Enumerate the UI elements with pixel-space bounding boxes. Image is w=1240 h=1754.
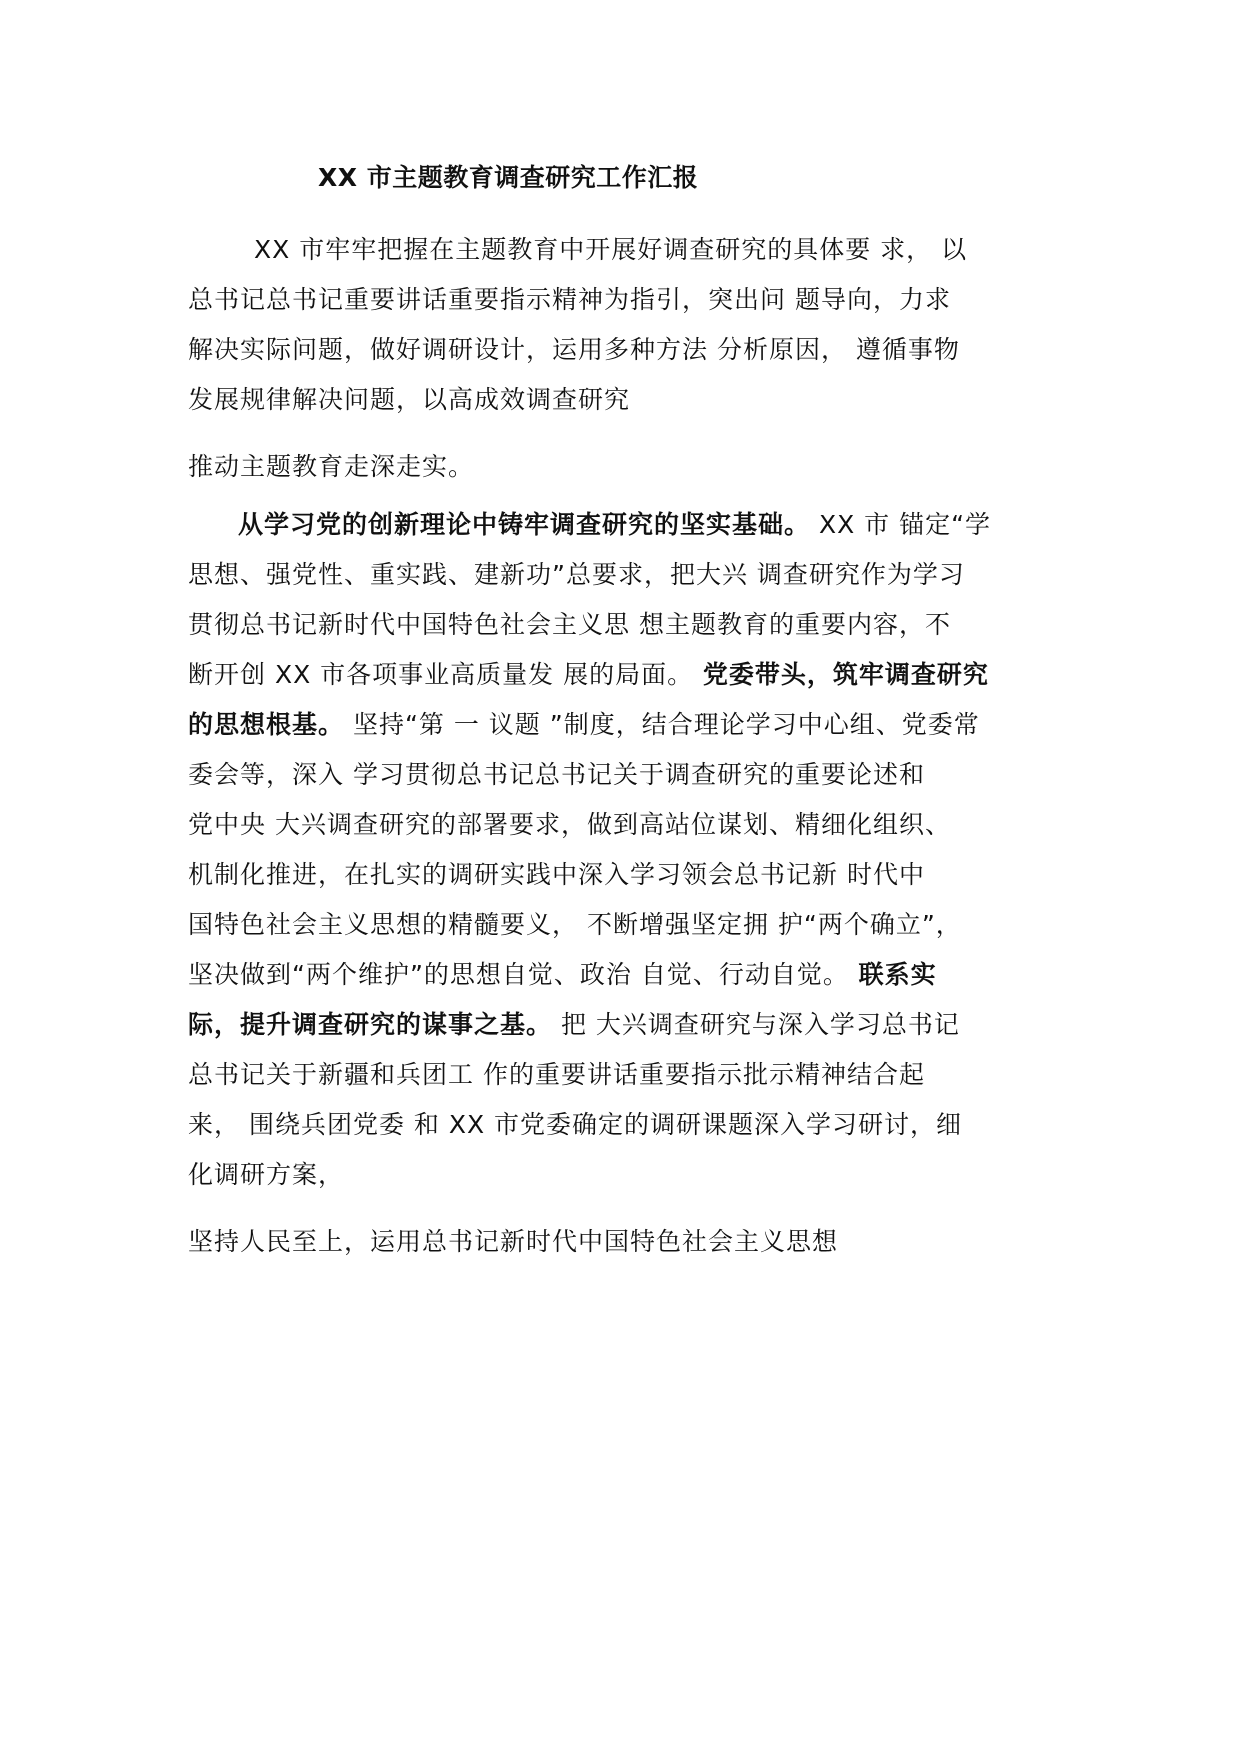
para1-line xyxy=(188,330,960,366)
body-text: XX 市牢牢把握在主题教育中开展好调查研究的具体要 求， 以 xyxy=(254,235,968,264)
para3-line xyxy=(188,1155,344,1191)
body-text: 坚持“第 一 议题 ”制度，结合理论学习中心组、党委常 xyxy=(344,710,980,739)
body-text: 机制化推进，在扎实的调研实践中深入学习领会总书记新 时代中 xyxy=(188,860,925,889)
body-text: 总书记关于新疆和兵团工 作的重要讲话重要指示批示精神结合起 xyxy=(188,1060,925,1089)
para3-line xyxy=(188,605,951,641)
para3-line xyxy=(188,1005,960,1041)
bold-heading-text: 际，提升调查研究的谋事之基。 xyxy=(188,1010,553,1039)
body-text: 发展规律解决问题，以高成效调查研究 xyxy=(188,385,631,414)
para4-line xyxy=(188,1222,838,1258)
para1-line xyxy=(188,380,630,416)
body-text: 坚持人民至上，运用总书记新时代中国特色社会主义思想 xyxy=(188,1227,839,1256)
bold-heading-text: 联系实 xyxy=(848,960,937,989)
body-text: 把 大兴调查研究与深入学习总书记 xyxy=(552,1010,960,1039)
body-text: 断开创 XX 市各项事业高质量发 展的局面。 xyxy=(188,660,694,689)
para3-line xyxy=(188,705,980,741)
para3-line xyxy=(188,905,962,941)
body-text: 来， 围绕兵团党委 和 XX 市党委确定的调研课题深入学习研讨，细 xyxy=(188,1110,963,1139)
body-text: 坚决做到“两个维护”的思想自觉、政治 自觉、行动自觉。 xyxy=(188,960,849,989)
para3-line xyxy=(188,955,937,991)
para2-line xyxy=(188,447,474,483)
para1-line xyxy=(254,230,967,266)
body-text: 委会等，深入 学习贯彻总书记总书记关于调查研究的重要论述和 xyxy=(188,760,925,789)
para3-line xyxy=(188,1105,962,1141)
para3-line xyxy=(238,505,991,541)
para3-line xyxy=(188,655,989,691)
para3-line xyxy=(188,1055,925,1091)
body-text: 贯彻总书记新时代中国特色社会主义思 想主题教育的重要内容，不 xyxy=(188,610,951,639)
body-text: 推动主题教育走深走实。 xyxy=(188,452,475,481)
bold-heading-text: 的思想根基。 xyxy=(188,710,345,739)
body-text: 国特色社会主义思想的精髓要义， 不断增强坚定拥 护“两个确立”， xyxy=(188,910,962,939)
bold-heading-text: 从学习党的创新理论中铸牢调查研究的坚实基础。 xyxy=(238,510,811,539)
para3-line xyxy=(188,555,965,591)
para3-line xyxy=(188,855,925,891)
para3-line xyxy=(188,805,951,841)
body-text: XX 市 锚定“学 xyxy=(810,510,992,539)
body-text: 党中央 大兴调查研究的部署要求，做到高站位谋划、精细化组织、 xyxy=(188,810,951,839)
para1-line xyxy=(188,280,951,316)
document-title: XX 市主题教育调查研究工作汇报 xyxy=(318,163,699,192)
body-text: 解决实际问题，做好调研设计，运用多种方法 分析原因， 遵循事物 xyxy=(188,335,960,364)
body-text: 总书记总书记重要讲话重要指示精神为指引，突出问 题导向，力求 xyxy=(188,285,951,314)
para3-line xyxy=(188,755,925,791)
bold-heading-text: 党委带头，筑牢调查研究 xyxy=(693,660,989,689)
body-text: 思想、强党性、重实践、建新功”总要求，把大兴 调查研究作为学习 xyxy=(188,560,965,589)
body-text: 化调研方案， xyxy=(188,1160,345,1189)
